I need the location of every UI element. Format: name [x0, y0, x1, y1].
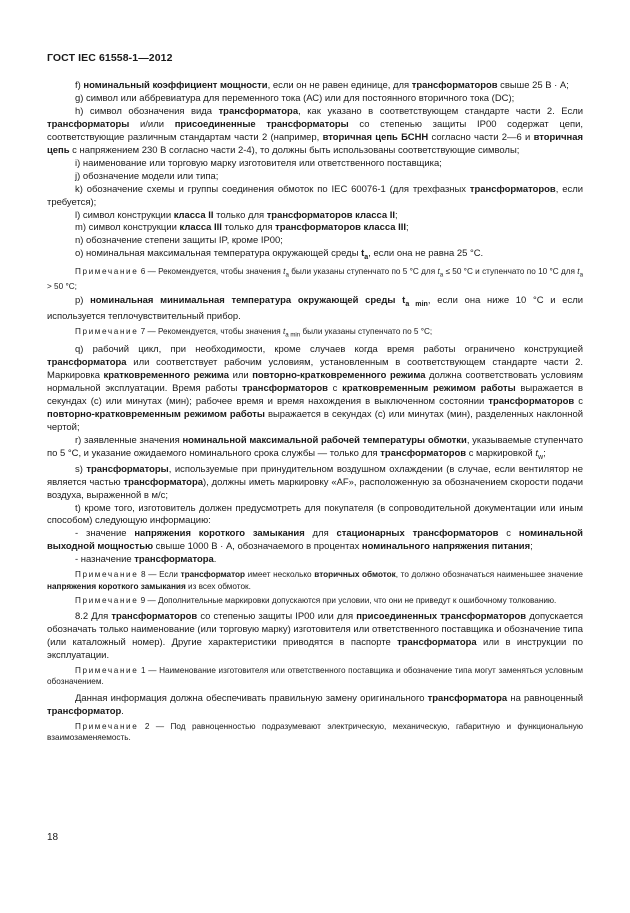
text-run: класса II	[173, 209, 214, 221]
text-run: свыше 1000 В · А, обозначаемого в процентах	[153, 541, 362, 553]
text-run: свыше 25 В · А;	[497, 80, 569, 91]
text-run: только для	[213, 209, 267, 221]
text-run: трансформатор	[180, 570, 246, 580]
text-run: t	[282, 327, 286, 337]
text-run: стационарных трансформаторов	[336, 528, 499, 540]
text-run: повторно-кратковременного режима	[252, 370, 426, 382]
text-run: - значение	[75, 528, 135, 540]
text-run: t	[577, 267, 580, 277]
document-header: ГОСТ IEC 61558-1—2012	[47, 52, 173, 64]
text-run: трансформатора	[134, 554, 214, 566]
text-run: только для	[221, 222, 276, 234]
text-run: Данная информация должна обеспечивать правильную замену оригинального	[75, 692, 428, 704]
text-run: вторичных обмоток	[314, 570, 396, 580]
text-run: ;	[405, 222, 409, 234]
text-run: t) кроме того, изготовитель должен предусмотреть для покупателя (в сопроводительной документации или иным способом) следующую информацию:	[47, 502, 583, 527]
body-paragraph	[47, 464, 583, 503]
text-run: номинального напряжения питания	[361, 541, 531, 553]
note-paragraph	[47, 665, 583, 688]
note-paragraph	[47, 595, 583, 606]
text-run: вторичная цепь БСНН	[322, 131, 429, 143]
text-run: класса III	[179, 222, 222, 234]
text-run: или соответствует рабочим условиям, установленным в соответствующем стандарте части 2. Маркировка	[47, 357, 583, 382]
text-run: 2 — Под равноценностью подразумевают электрическую, механическую, габаритную и функциональную взаимозаменяемость.	[47, 721, 583, 742]
text-run: 1 — Наименование изготовителя или ответственного поставщика и обозначение типа могут заменяться условным обозначением.	[47, 666, 583, 687]
body-paragraph	[47, 93, 583, 106]
text-run: трансформатора	[397, 637, 477, 649]
body-paragraph	[47, 693, 583, 719]
text-run: a	[439, 271, 444, 279]
text-run: с напряжением 230 В согласно части 2-4), то должны быть использованы соответствующие символы;	[69, 144, 520, 156]
text-run: q) рабочий цикл, при необходимости, кроме случаев когда время работы ограничено конструкцией	[75, 344, 583, 356]
text-run: номинальной выходной мощностью	[47, 528, 583, 553]
text-run: со степенью защиты IP00 содержат цепи, соответствующие различным стандартам части 2 (например,	[47, 118, 583, 143]
text-run: Примечание	[75, 267, 139, 277]
body-paragraph	[47, 248, 583, 264]
text-run: t	[535, 447, 538, 459]
text-run: 6 — Рекомендуется, чтобы значения	[138, 267, 284, 277]
text-run: t	[437, 267, 440, 277]
text-run: на равноценный	[507, 692, 584, 704]
text-run: из всех обмоток.	[185, 581, 251, 591]
text-run: r) заявленные значения	[75, 434, 183, 446]
body-paragraph	[47, 106, 583, 158]
text-run: напряжения короткого замыкания	[134, 528, 305, 540]
text-run: Примечание	[75, 570, 139, 580]
text-run: и/или	[129, 118, 175, 130]
text-run: s)	[75, 463, 87, 475]
note-paragraph	[47, 721, 583, 744]
body-paragraph	[47, 184, 583, 210]
body-paragraph	[47, 222, 583, 235]
text-run: f)	[75, 80, 84, 91]
text-run: k) обозначение схемы и группы соединения обмоток по IEC 60076-1 (для трехфазных	[75, 183, 470, 195]
document-body	[47, 80, 583, 746]
text-run: 8.2 Для	[75, 611, 112, 623]
body-paragraph	[47, 344, 583, 435]
body-paragraph	[47, 295, 583, 324]
text-run: трансформаторов класса II	[266, 209, 395, 221]
text-run: или	[229, 370, 253, 382]
text-run: g) символ или аббревиатура для переменного тока (АС) или для постоянного вторичного тока (DC);	[75, 92, 515, 104]
text-run: трансформаторов класса III	[275, 222, 406, 234]
text-run: a min	[405, 300, 428, 309]
text-run: i) наименование или торговую марку изготовителя или ответственного поставщика;	[75, 157, 442, 169]
text-run: m) символ конструкции	[75, 222, 180, 234]
body-paragraph	[47, 435, 583, 464]
text-run: присоединенные трансформаторы	[174, 118, 349, 130]
text-run: n) обозначение степени защиты IP, кроме IP00;	[75, 235, 283, 247]
note-paragraph	[47, 326, 583, 341]
text-run: трансформатора	[123, 476, 203, 488]
text-run: повторно-кратковременным режимом работы	[47, 408, 265, 420]
text-run: j) обозначение модели или типа;	[75, 170, 219, 182]
text-run: t	[361, 248, 365, 260]
text-run: ), должны иметь маркировку «AF», расположенную за обозначением скорости подачи воздуха, выраженной в м/с;	[47, 476, 584, 501]
text-run: ;	[543, 447, 546, 459]
body-paragraph	[47, 80, 583, 93]
page-number: 18	[47, 832, 59, 843]
text-run: , если она не равна 25 °С.	[368, 248, 484, 260]
text-run: кратковременного режима	[103, 370, 229, 382]
text-run: с маркировкой	[466, 447, 536, 459]
text-run: Примечание	[75, 595, 139, 605]
text-run: трансформаторов	[488, 396, 575, 408]
text-run: трансформаторы	[86, 463, 169, 475]
text-run: h) символ обозначения вида	[75, 105, 219, 117]
text-run: с	[327, 383, 343, 395]
text-run: .	[213, 554, 217, 566]
text-run: выражается в секундах (с) или минутах (мин), разделенных наклонной чертой;	[47, 408, 584, 433]
text-run: с	[574, 396, 583, 408]
text-run: кратковременным режимом работы	[342, 383, 516, 395]
text-run: > 50 °С;	[47, 282, 77, 292]
body-paragraph	[47, 611, 583, 663]
text-run: l) символ конструкции	[75, 209, 174, 221]
text-run: .	[121, 705, 124, 717]
text-run: допускается обозначать только наименование (или торговую марку) изготовителя или ответственного поставщика и обозначение типа (или каталожный номер). Другие характеристики приводятся в паспорте	[47, 611, 583, 649]
text-run: трансформаторов	[242, 383, 328, 395]
text-run: вторичная цепь	[47, 131, 584, 156]
text-run: трансформатора	[427, 692, 508, 704]
text-run: выражается в секундах (с) или минутах (мин); рабочее время и время нахождения в выключенном состоянии	[47, 383, 583, 408]
text-run: о) номинальная максимальная температура окружающей среды	[75, 248, 362, 260]
text-run: 8 — Если	[138, 570, 181, 580]
note-paragraph	[47, 569, 583, 592]
text-run: трансформатора	[218, 105, 299, 117]
text-run: a	[364, 253, 369, 262]
text-run: Примечание	[75, 721, 139, 731]
text-run: Примечание	[75, 666, 139, 675]
body-paragraph	[47, 554, 583, 567]
text-run: номинальный коэффициент мощности	[83, 80, 268, 91]
text-run: трансформаторов	[111, 611, 198, 623]
text-run: - назначение	[75, 554, 135, 566]
text-run: трансформаторы	[47, 118, 130, 130]
text-run: 9 — Дополнительные маркировки допускаются при условии, что они не приведут к ошибочному толкованию.	[138, 595, 557, 605]
text-run: трансформатор	[47, 705, 122, 717]
text-run: со степенью защиты IP00 или для	[197, 611, 357, 623]
note-paragraph	[47, 266, 583, 292]
text-run: были указаны ступенчато по 5 °С для	[288, 267, 438, 277]
body-paragraph	[47, 528, 583, 554]
text-run: с	[498, 528, 519, 540]
text-run: , то должно обозначаться наименьшее значение	[395, 570, 583, 580]
body-paragraph	[47, 171, 583, 184]
body-paragraph	[47, 210, 583, 223]
text-run: присоединенных трансформаторов	[356, 611, 527, 623]
text-run: , как указано в соответствующем стандарте части 2. Если	[298, 105, 583, 117]
text-run: Примечание	[75, 327, 139, 337]
text-run: имеет несколько	[245, 570, 315, 580]
text-run: были указаны ступенчато по 5 °С;	[300, 327, 433, 337]
body-paragraph	[47, 235, 583, 248]
text-run: или в инструкции по эксплуатации.	[47, 637, 584, 662]
text-run: ;	[530, 541, 533, 553]
text-run: a	[579, 271, 583, 279]
text-run: номинальная минимальная температура окружающей среды t	[90, 295, 406, 307]
text-run: для	[304, 528, 337, 540]
text-run: w	[537, 452, 544, 461]
text-run: , если он не равен единице, для	[267, 80, 412, 91]
body-paragraph	[47, 158, 583, 171]
text-run: номинальной максимальной рабочей температуры обмотки	[182, 434, 467, 446]
text-run: a min	[285, 331, 301, 339]
text-run: , указываемые ступенчато по 5 °С, и указание ожидаемого номинального срока службы — только для	[47, 434, 584, 459]
text-run: р)	[75, 295, 91, 307]
text-run: a	[285, 271, 289, 279]
body-paragraph	[47, 503, 583, 529]
text-run: , используемые при принудительном воздушном охлаждении (в случае, если вентилятор не является частью	[47, 463, 584, 488]
text-run: согласно части 2—6 и	[428, 131, 534, 143]
text-run: напряжения короткого замыкания	[47, 581, 186, 591]
text-run: , если требуется);	[47, 183, 583, 208]
text-run: должна соответствовать условиям нормальной эксплуатации. Время работы	[47, 370, 583, 395]
text-run: t	[283, 267, 286, 277]
text-run: ;	[394, 209, 398, 221]
text-run: , если она ниже 10 °С и если используется теплочувствительный прибор.	[47, 295, 583, 323]
text-run: трансформаторов	[469, 183, 556, 195]
text-run: ≤ 50 °С и ступенчато по 10 °С для	[443, 267, 578, 277]
text-run: трансформаторов	[380, 447, 467, 459]
text-run: трансформатора	[47, 357, 127, 369]
text-run: 7 — Рекомендуется, чтобы значения	[138, 327, 283, 337]
text-run: трансформаторов	[411, 80, 498, 91]
